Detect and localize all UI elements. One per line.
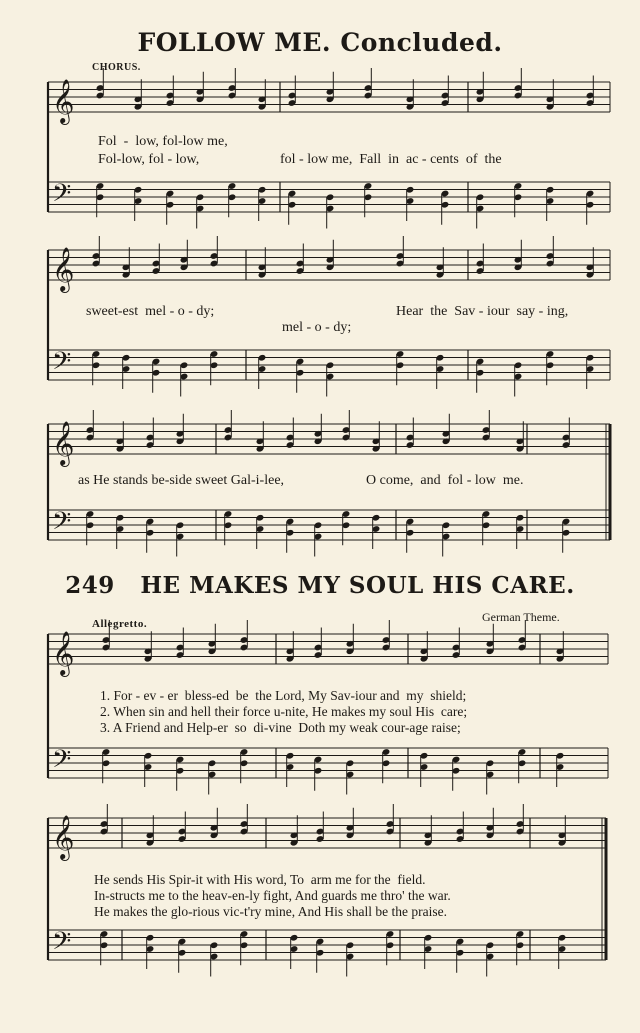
- lyric-line: Hear the Sav - iour say - ing,: [396, 304, 569, 319]
- bass-clef: 𝄢: [52, 927, 72, 962]
- hymn-title-2: HE MAKES MY SOUL HIS CARE.: [140, 572, 575, 599]
- lyric-line: Fol - low, fol-low me,: [98, 134, 228, 149]
- verse-3-line-2: He makes the glo-rious vic-t'ry mine, And His shall be the praise.: [94, 904, 447, 919]
- lyric-line: as He stands be-side sweet Gal-i-lee,: [78, 473, 285, 488]
- lyric-line: sweet-est mel - o - dy;: [86, 304, 215, 319]
- hymn-title: FOLLOW ME. Concluded.: [137, 28, 503, 57]
- lyric-line: fol - low me, Fall in ac - cents of the: [280, 152, 502, 167]
- tempo-marking: Allegretto.: [92, 618, 148, 630]
- treble-clef: 𝄞: [52, 247, 75, 291]
- bass-clef: 𝄢: [52, 347, 72, 382]
- verse-1-line-1: 1. For - ev - er bless-ed be the Lord, My Sav-iour and my shield;: [100, 688, 467, 703]
- treble-clef: 𝄞: [52, 79, 75, 123]
- lyric-line: mel - o - dy;: [282, 320, 352, 335]
- verse-3-line-1: 3. A Friend and Help-er so di-vine Doth my weak cour-age raise;: [100, 720, 461, 735]
- treble-clef: 𝄞: [52, 815, 75, 859]
- bass-clef: 𝄢: [52, 507, 72, 542]
- bass-clef: 𝄢: [52, 179, 72, 214]
- bass-clef: 𝄢: [52, 745, 72, 780]
- tune-credit: German Theme.: [482, 610, 560, 624]
- verse-2-line-1: 2. When sin and hell their force u-nite, He makes my soul His care;: [100, 704, 468, 719]
- chorus-label: CHORUS.: [92, 62, 141, 73]
- staves: [48, 82, 610, 960]
- treble-clef: 𝄞: [52, 421, 75, 465]
- clefs: [52, 79, 74, 962]
- hymn-number: 249: [65, 572, 115, 599]
- verse-2-line-2: In-structs me to the heav-en-ly fight, And guards me thro' the war.: [94, 888, 451, 903]
- lyric-line: O come, and fol - low me.: [366, 473, 524, 488]
- lyric-line: Fol-low, fol - low,: [98, 152, 200, 167]
- verse-1-line-2: He sends His Spir-it with His word, To arm me for the field.: [94, 872, 426, 887]
- treble-clef: 𝄞: [52, 631, 75, 675]
